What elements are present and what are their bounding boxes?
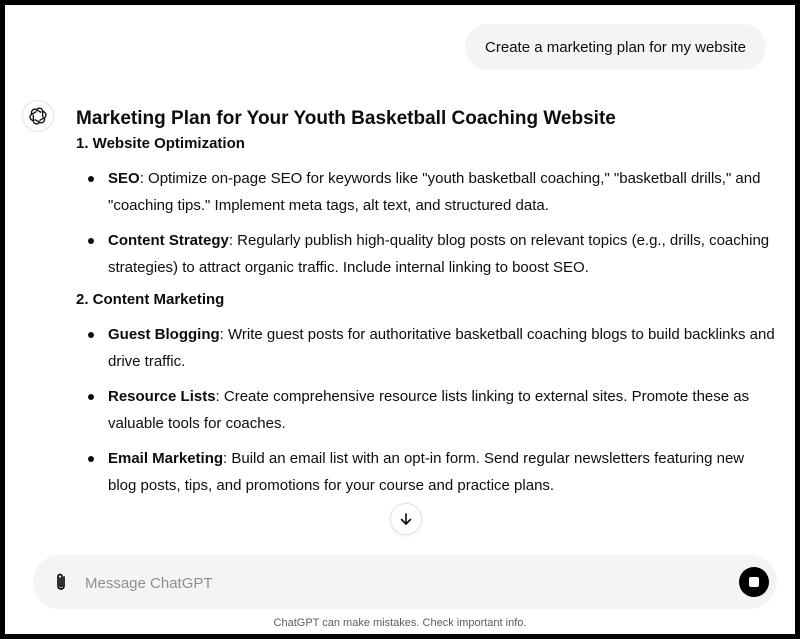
bullet-list (76, 321, 776, 499)
list-item-text: : Regularly publish high-quality blog posts on relevant topics (e.g., drills, coaching strategies) to attract organic traffic. Include internal linking to boost SEO. (108, 232, 770, 276)
list-item-term: Resource Lists (108, 388, 216, 405)
list-item (76, 321, 776, 375)
list-item-term: Guest Blogging (108, 326, 220, 343)
message-input[interactable] (83, 569, 687, 597)
list-item (76, 445, 776, 499)
list-item (76, 165, 776, 219)
list-item-term: Content Strategy (108, 232, 229, 249)
list-item-term: SEO (108, 170, 140, 187)
message-composer (33, 555, 777, 609)
assistant-response (76, 105, 776, 507)
user-message-bubble (465, 24, 766, 70)
list-item-text: : Optimize on-page SEO for keywords like "youth basketball coaching," "basketball drills," and "coaching tips." Implement meta tags, alt text, and structured data. (108, 170, 761, 214)
stop-generating-button[interactable] (739, 567, 769, 597)
bullet-list (76, 165, 776, 281)
openai-logo-icon (22, 100, 54, 132)
user-message-text: Create a marketing plan for my website (485, 38, 746, 56)
scroll-to-bottom-button[interactable] (390, 503, 422, 535)
list-item-term: Email Marketing (108, 450, 224, 467)
list-item-text: : Create comprehensive resource lists linking to external sites. Promote these as valuable tools for coaches. (108, 388, 750, 432)
arrow-down-icon (399, 512, 413, 526)
list-item-text: : Write guest posts for authoritative basketball coaching blogs to build backlinks and drive traffic. (108, 326, 775, 370)
list-item (76, 383, 776, 437)
list-item (76, 227, 776, 281)
stop-icon (749, 577, 759, 587)
list-item-text: : Build an email list with an opt-in form. Send regular newsletters featuring new blog posts, tips, and promotions for your course and practice plans. (108, 450, 745, 494)
response-title: Marketing Plan for Your Youth Basketball Coaching Website (76, 108, 616, 129)
disclaimer-text: ChatGPT can make mistakes. Check important info. (273, 617, 527, 629)
attach-button[interactable] (47, 568, 75, 596)
paperclip-icon (52, 572, 70, 592)
section-heading: 1. Website Optimization (76, 135, 245, 152)
section-heading: 2. Content Marketing (76, 291, 225, 308)
